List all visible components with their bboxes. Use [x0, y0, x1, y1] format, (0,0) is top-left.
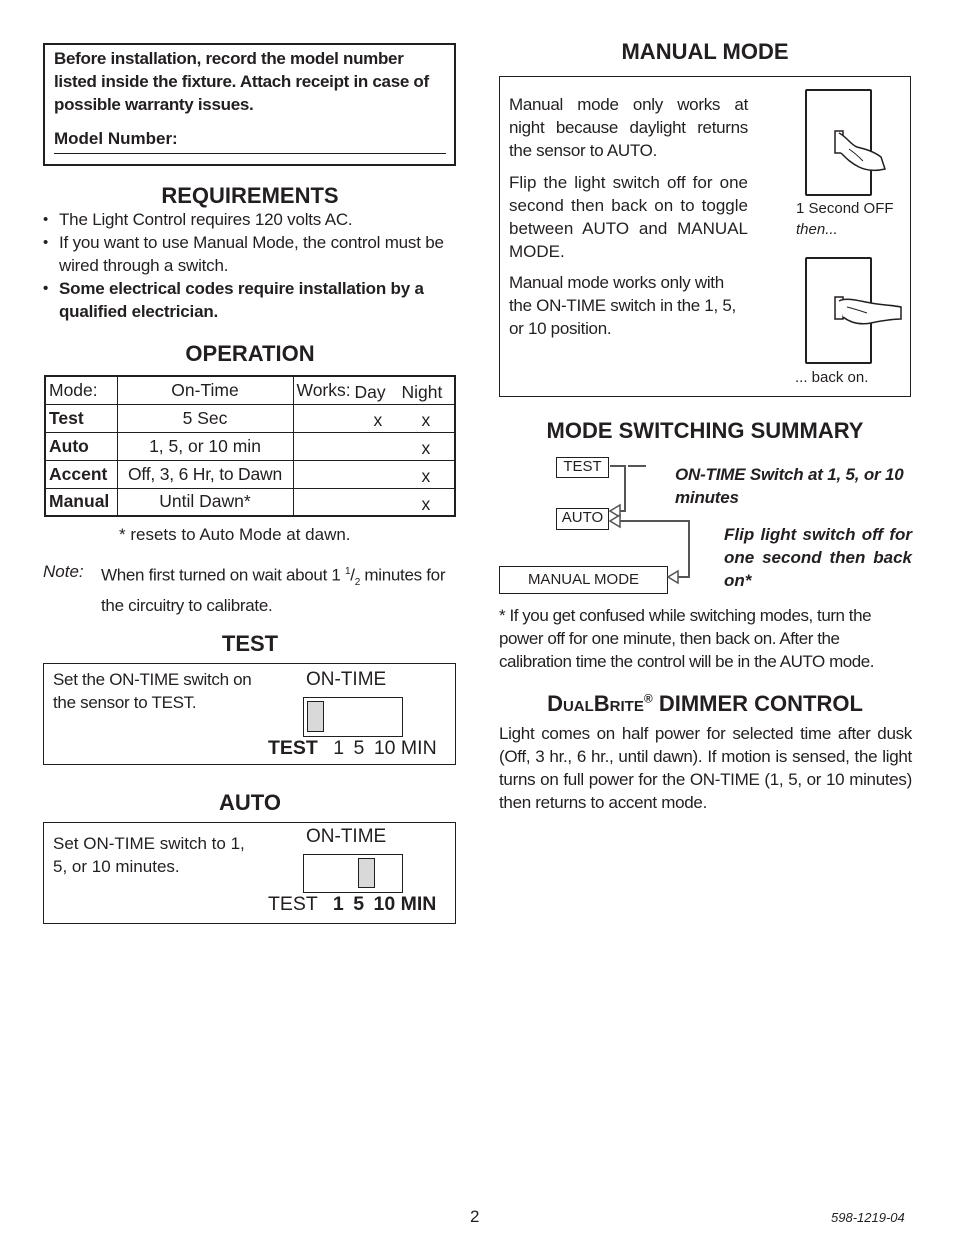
test-switch-knob [307, 701, 324, 732]
table-header-on-time: On-Time [117, 376, 293, 404]
test-on-time-switch [303, 697, 403, 737]
requirement-item: • The Light Control requires 120 volts AC. [43, 208, 457, 231]
mode-cell: Auto [45, 432, 117, 460]
model-number-line [54, 153, 446, 154]
works-label: Works: [296, 379, 351, 400]
manual-mode-text-3: Manual mode works only with the ON-TIME switch in the 1, 5, or 10 position. [509, 273, 736, 338]
auto-box [43, 822, 456, 924]
night-mark: x [421, 437, 431, 458]
scale-1: 1 [333, 737, 345, 759]
caption-back-on: ... back on. [795, 369, 869, 386]
mode-cell: Accent [45, 460, 117, 488]
table-header-mode: Mode: [45, 376, 117, 404]
table-row [45, 488, 455, 516]
light-switch-off-illustration [805, 89, 872, 196]
auto-on-time-switch [303, 854, 403, 893]
table-header-row [45, 376, 455, 404]
manual-mode-label: MANUAL MODE [499, 566, 668, 594]
auto-heading: AUTO [219, 790, 281, 815]
works-cell [293, 460, 455, 488]
scale-test: TEST [268, 893, 318, 915]
test-instructions: Set the ON-TIME switch on the sensor to TEST. [53, 670, 252, 712]
note-label: Note: [43, 562, 84, 581]
auto-instructions: Set ON-TIME switch to 1, 5, or 10 minutes. [53, 834, 245, 876]
on-time-cell: 5 Sec [117, 404, 293, 432]
summary-note-flip: Flip light switch off for one second then back on* [724, 525, 912, 590]
requirements-list [43, 208, 457, 323]
test-heading: TEST [221, 631, 279, 656]
summary-footnote: * If you get confused while switching modes, turn the power off for one minute, then back on. After the calibration time the control will be in the AUTO mode. [499, 606, 875, 671]
dualbrite-brand: DualBrite [547, 691, 644, 716]
caption-second-off-line2: then... [796, 221, 838, 238]
on-time-cell: Until Dawn* [117, 488, 293, 516]
note-text: When first turned on wait about 1 $^1/_2$ minutes for the circuitry to calibrate. [101, 565, 446, 616]
page-number: 2 [470, 1207, 480, 1226]
test-switch-title: ON-TIME [306, 669, 387, 690]
caption-second-off-line1: 1 Second OFF [796, 200, 894, 217]
works-cell [293, 488, 455, 516]
operation-heading: OPERATION [185, 341, 315, 366]
light-switch-on-illustration [805, 257, 872, 364]
manual-mode-heading: MANUAL MODE [621, 39, 789, 64]
scale-10: 10 MIN [373, 893, 437, 915]
manual-mode-text-2: Flip the light switch off for one second then back on to toggle between AUTO and MANUAL MODE. [509, 173, 748, 261]
document-code: 598-1219-04 [831, 1210, 905, 1225]
mode-cell: Test [45, 404, 117, 432]
manual-mode-box [499, 76, 911, 397]
scale-5: 5 [353, 893, 365, 915]
auto-switch-title: ON-TIME [306, 826, 387, 847]
works-cell [293, 432, 455, 460]
operation-table [44, 375, 456, 517]
scale-10: 10 MIN [373, 737, 437, 759]
note-text-start: When first turned on wait about 1 [101, 565, 345, 585]
auto-mode-label: AUTO [556, 508, 609, 530]
on-time-cell: Off, 3, 6 Hr, to Dawn [117, 460, 293, 488]
scale-test: TEST [268, 737, 318, 759]
note-text-end: minutes for the circuitry to calibrate. [101, 565, 446, 616]
test-switch-scale [268, 736, 437, 760]
test-box [43, 663, 456, 765]
install-notice-box [43, 43, 456, 166]
night-mark: x [421, 409, 431, 430]
hand-flip-off-icon [829, 127, 929, 207]
hand-flip-on-icon [831, 293, 931, 353]
scale-5: 5 [353, 737, 365, 759]
table-row [45, 404, 455, 432]
table-row [45, 460, 455, 488]
requirement-item: • Some electrical codes require installation by a qualified electrician. [43, 277, 457, 323]
mode-cell: Manual [45, 488, 117, 516]
requirement-item: • If you want to use Manual Mode, the control must be wired through a switch. [43, 231, 457, 277]
model-number-label: Model Number: [54, 129, 178, 148]
mode-switching-summary-heading: MODE SWITCHING SUMMARY [546, 418, 864, 443]
registered-mark: ® [643, 691, 653, 706]
table-header-works [293, 376, 455, 404]
night-mark: x [421, 493, 431, 514]
scale-1: 1 [332, 893, 344, 915]
summary-note-on-time: ON-TIME Switch at 1, 5, or 10 minutes [675, 465, 904, 507]
dualbrite-heading [499, 691, 911, 717]
install-notice-text: Before installation, record the model number listed inside the fixture. Attach receipt in case of possible warranty issues. [54, 49, 429, 114]
caption-second-off [796, 198, 894, 240]
table-row [45, 432, 455, 460]
on-time-cell: 1, 5, or 10 min [117, 432, 293, 460]
test-mode-label: TEST [556, 457, 609, 478]
auto-switch-scale [268, 892, 436, 916]
night-label: Night [401, 382, 443, 402]
night-mark: x [421, 465, 431, 486]
requirements-heading: REQUIREMENTS [161, 183, 339, 208]
works-cell [293, 404, 455, 432]
day-label: Day [354, 382, 386, 402]
day-mark: x [373, 409, 383, 430]
note-fraction-num: 1 [345, 566, 351, 577]
manual-mode-text-1: Manual mode only works at night because daylight returns the sensor to AUTO. [509, 95, 748, 160]
operation-footnote: * resets to Auto Mode at dawn. [119, 525, 351, 544]
auto-switch-knob [358, 858, 375, 888]
dualbrite-heading-rest: DIMMER CONTROL [652, 691, 863, 716]
note-fraction-den: 2 [354, 577, 360, 589]
dualbrite-text: Light comes on half power for selected time after dusk (Off, 3 hr., 6 hr., until dawn). If motion is sensed, the light turns on full power for the ON-TIME (1, 5, or 10 minutes) then returns to accent mode. [499, 724, 912, 812]
